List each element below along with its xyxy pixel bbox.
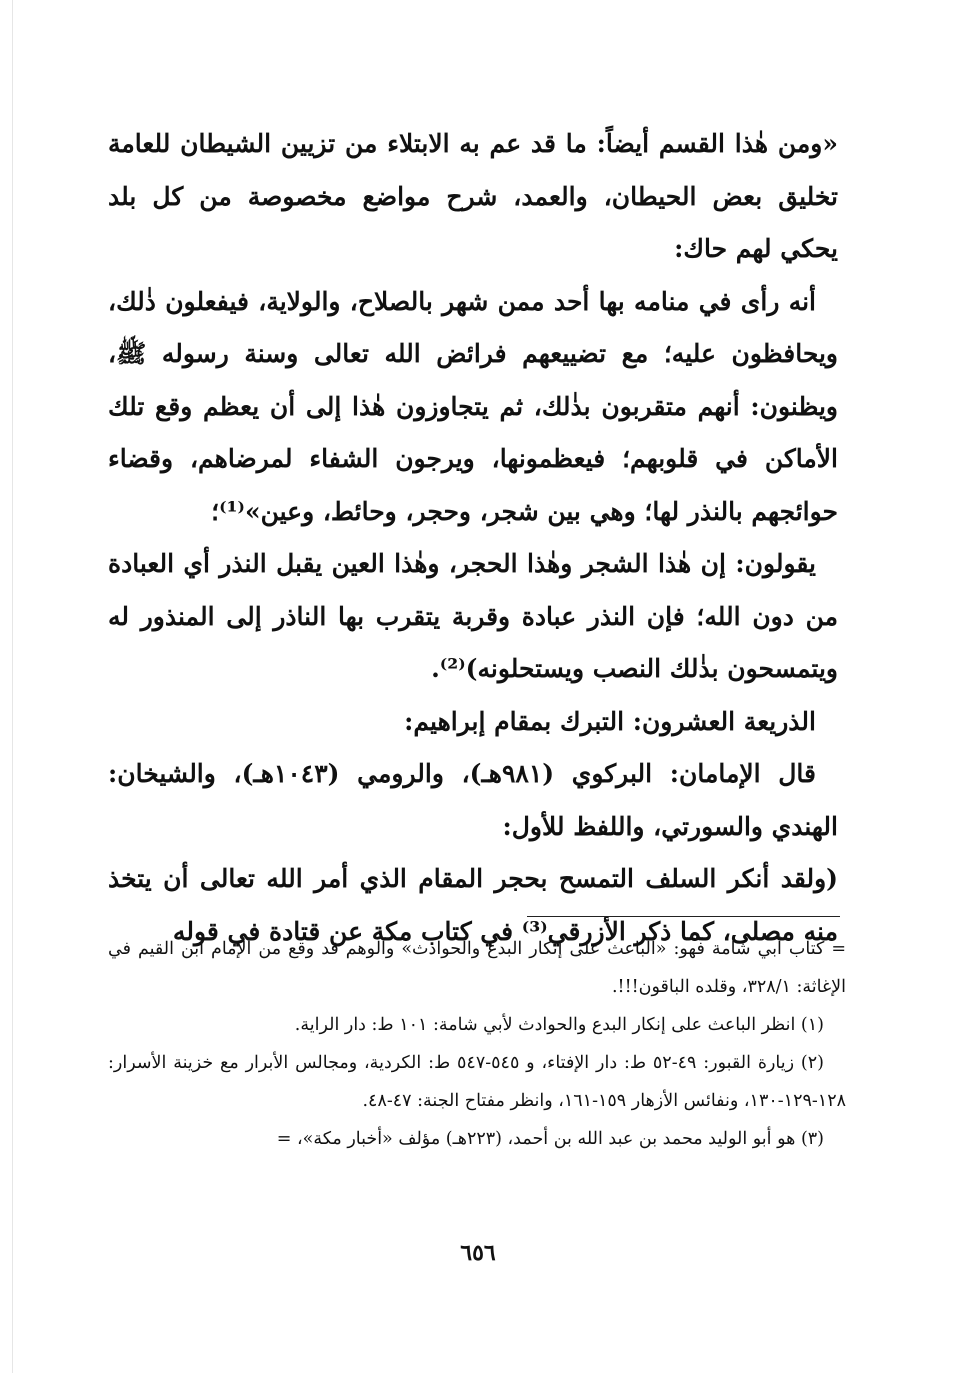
paragraph-salaf-denial: (ولقد أنكر السلف التمسح بحجر المقام الذي أمر الله تعالى أن يتخذ منه مصلى، كما ذكر الأزرقي⁽³⁾ في كتاب مكة عن قتادة في قوله bbox=[108, 864, 838, 946]
section-heading: الذريعة العشرون: التبرك بمقام إبراهيم: bbox=[404, 706, 816, 736]
footnote-1: (١) انظر الباعث على إنكار البدع والحوادث لأبي شامة: ١٠١ ط: دار الراية. bbox=[294, 1015, 824, 1035]
paragraph-two-imams: قال الإمامان: البركوي (٩٨١هـ)، والرومي (١٠٤٣هـ)، والشيخان: الهندي والسورتي، واللفظ للأول: bbox=[108, 759, 838, 841]
footnotes-section bbox=[108, 930, 846, 1158]
footnote-3: (٣) هو أبو الوليد محمد بن عبد الله بن أحمد، (٢٢٣هـ) مؤلف «أخبار مكة»، = bbox=[276, 1129, 824, 1149]
paragraph-intro-quote: «ومن هٰذا القسم أيضاً: ما قد عم به الابتلاء من تزيين الشيطان للعامة تخليق بعض الحيطان، والعمد، شرح مواضع مخصوصة من كل بلد يحكي لهم حاك: bbox=[108, 129, 838, 263]
paragraph-they-say: يقولون: إن هٰذا الشجر وهٰذا الحجر، وهٰذا العين يقبل النذر أي العبادة من دون الله؛ فإن النذر عبادة وقربة يتقرب بها الناذر إلى المنذور له ويتمسحون بذٰلك النصب ويستحلونه)⁽²⁾. bbox=[108, 549, 838, 683]
footnote-2: (٢) زيارة القبور: ٤٩-٥٢ ط: دار الإفتاء، و ٥٤٥-٥٤٧ ط: الكردية، ومجالس الأبرار مع خزينة الأسرار: ١٢٨-١٢٩-١٣٠، ونفائس الأزهار ١٥٩-١٦١، وانظر مفتاح الجنة: ٤٧-٤٨. bbox=[108, 1053, 846, 1111]
footnote-continuation: = كتاب أبي شامة فهو: «الباعث على إنكار البدع والحوادث» والوهم قد وقع من الإمام ابن القيم في الإغاثة: ٣٢٨/١، وقلده الباقون!!!. bbox=[108, 939, 846, 997]
footnote-separator bbox=[527, 916, 840, 917]
main-text-body bbox=[108, 118, 838, 958]
page-number: ٦٥٦ bbox=[460, 1240, 496, 1266]
paragraph-dream-claim: أنه رأى في منامه بها أحد ممن شهر بالصلاح، والولاية، فيفعلون ذٰلك، ويحافظون عليه؛ مع تضييعهم فرائض الله تعالى وسنة رسوله ﷺ، ويظنون: أنهم متقربون بذٰلك، ثم يتجاوزون هٰذا إلى أن يعظم وقع تلك الأماكن في قلوبهم؛ فيعظمونها، ويرجون الشفاء لمرضاهم، وقضاء حوائجهم بالنذر لها؛ وهي بين شجر، وحجر، وحائط، وعين»⁽¹⁾؛ bbox=[108, 286, 838, 526]
scan-margin-line bbox=[12, 0, 13, 1373]
